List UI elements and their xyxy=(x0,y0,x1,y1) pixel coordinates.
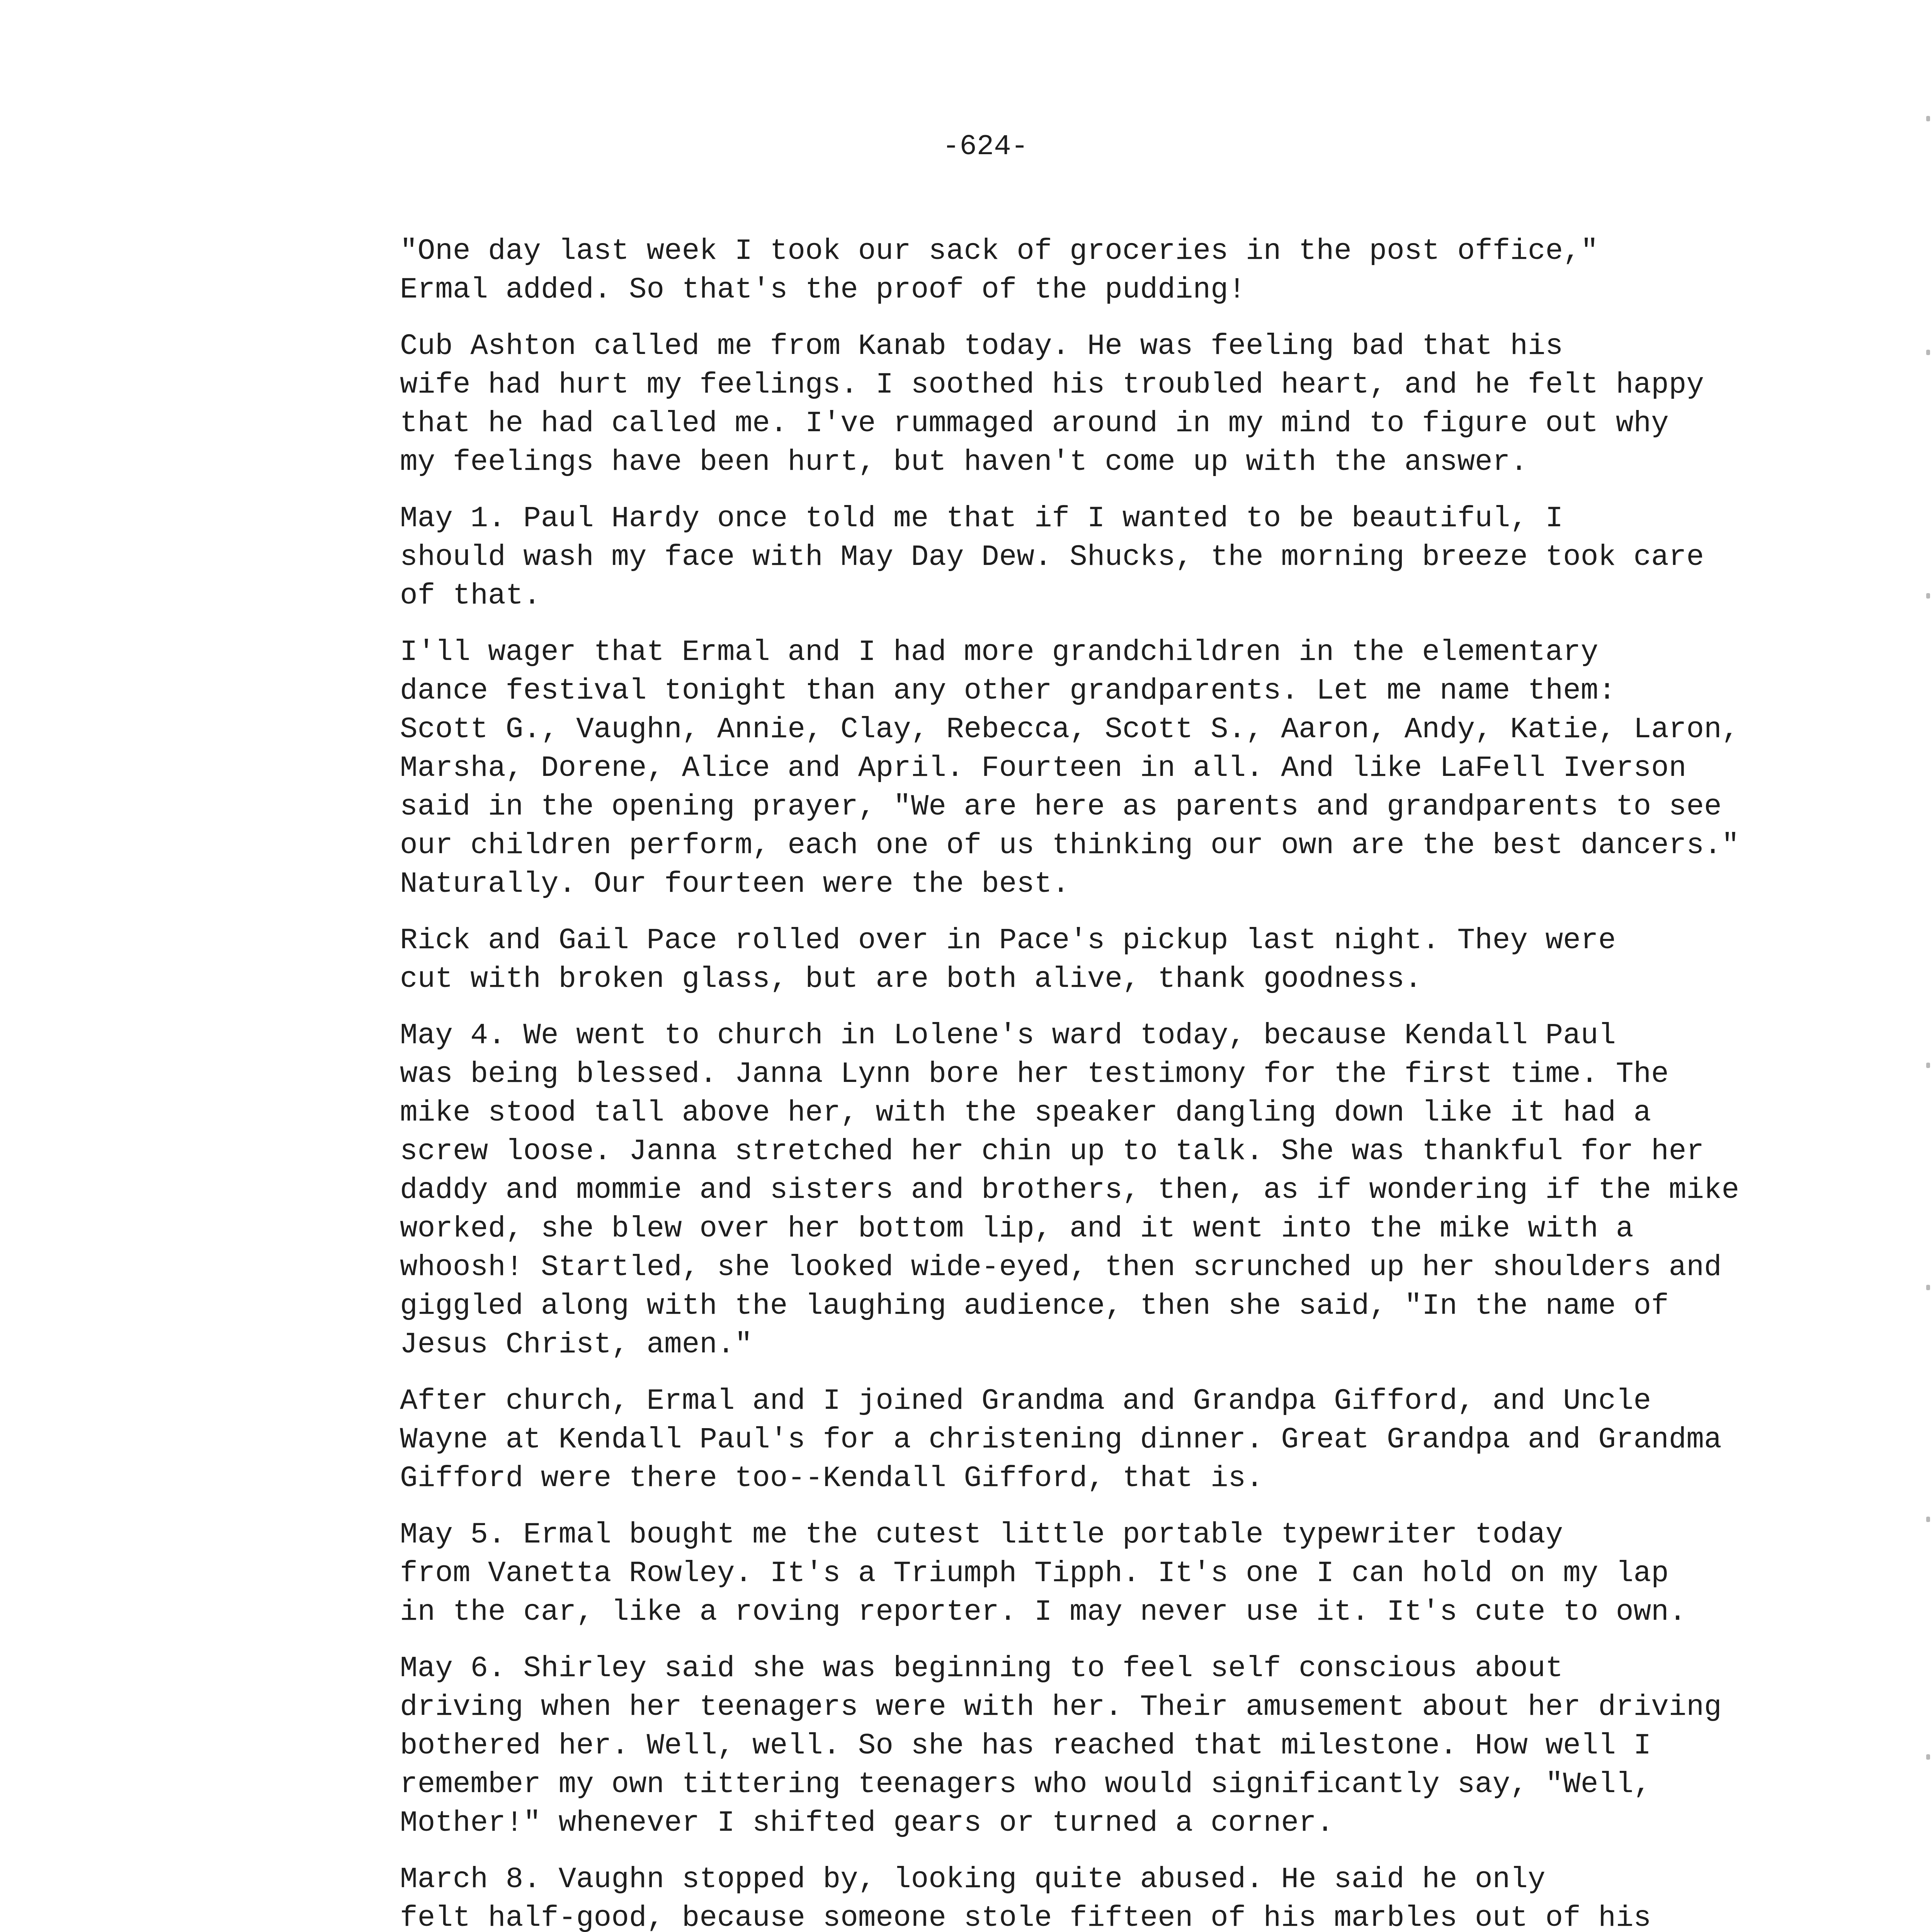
text-line: screw loose. Janna stretched her chin up to talk. She was thankful for her xyxy=(400,1135,1704,1168)
text-line: Naturally. Our fourteen were the best. xyxy=(400,867,1070,901)
text-line: Wayne at Kendall Paul's for a christening dinner. Great Grandpa and Grandma xyxy=(400,1423,1722,1456)
page-number: -624- xyxy=(942,131,1029,163)
paragraph-christening xyxy=(284,1382,1791,1498)
text-line: May 1. Paul Hardy once told me that if I wanted to be beautiful, I xyxy=(400,502,1563,535)
text-line: in the car, like a roving reporter. I may never use it. It's cute to own. xyxy=(400,1595,1687,1629)
text-line: cut with broken glass, but are both alive, thank goodness. xyxy=(400,963,1422,996)
text-line: May 6. Shirley said she was beginning to feel self conscious about xyxy=(400,1652,1563,1685)
text-line: felt half-good, because someone stole fifteen of his marbles out of his xyxy=(400,1901,1651,1932)
text-line: Gifford were there too--Kendall Gifford, that is. xyxy=(400,1462,1264,1495)
text-line: from Vanetta Rowley. It's a Triumph Tipph. It's one I can hold on my lap xyxy=(400,1557,1669,1590)
text-line: driving when her teenagers were with her. Their amusement about her driving xyxy=(400,1690,1722,1724)
text-line: our children perform, each one of us thinking our own are the best dancers." xyxy=(400,829,1740,862)
text-line: Marsha, Dorene, Alice and April. Fourteen in all. And like LaFell Iverson xyxy=(400,752,1687,785)
text-line: mike stood tall above her, with the speaker dangling down like it had a xyxy=(400,1096,1651,1129)
text-line: remember my own tittering teenagers who would significantly say, "Well, xyxy=(400,1768,1651,1801)
text-line: my feelings have been hurt, but haven't come up with the answer. xyxy=(400,446,1528,479)
text-line: giggled along with the laughing audience, then she said, "In the name of xyxy=(400,1289,1669,1323)
paragraph-dance-festival xyxy=(284,633,1791,903)
text-line: Rick and Gail Pace rolled over in Pace's pickup last night. They were xyxy=(400,924,1616,957)
text-line: dance festival tonight than any other grandparents. Let me name them: xyxy=(400,674,1616,707)
text-line: "One day last week I took our sack of groceries in the post office," xyxy=(400,235,1599,268)
paragraph-may-1 xyxy=(284,499,1791,615)
text-line: Scott G., Vaughn, Annie, Clay, Rebecca, Scott S., Aaron, Andy, Katie, Laron, xyxy=(400,713,1740,746)
text-line: was being blessed. Janna Lynn bore her testimony for the first time. The xyxy=(400,1058,1669,1091)
text-line: Jesus Christ, amen." xyxy=(400,1328,753,1361)
scan-speck xyxy=(1926,116,1930,121)
text-line: should wash my face with May Day Dew. Shucks, the morning breeze took care xyxy=(400,541,1704,574)
paragraph-cub-ashton xyxy=(284,327,1791,481)
text-line: bothered her. Well, well. So she has reached that milestone. How well I xyxy=(400,1729,1651,1762)
text-line: of that. xyxy=(400,579,541,612)
body-text xyxy=(284,232,1791,1932)
text-line: said in the opening prayer, "We are here as parents and grandparents to see xyxy=(400,790,1722,823)
text-line: worked, she blew over her bottom lip, and it went into the mike with a xyxy=(400,1212,1634,1245)
text-line: Mother!" whenever I shifted gears or turned a corner. xyxy=(400,1806,1334,1840)
text-line: Ermal added. So that's the proof of the pudding! xyxy=(400,273,1246,306)
paragraph-groceries xyxy=(284,232,1791,309)
scan-speck xyxy=(1926,593,1930,599)
text-line: whoosh! Startled, she looked wide-eyed, then scrunched up her shoulders and xyxy=(400,1251,1722,1284)
paragraph-may-6 xyxy=(284,1649,1791,1842)
text-line: May 4. We went to church in Lolene's ward today, because Kendall Paul xyxy=(400,1019,1616,1052)
text-line: I'll wager that Ermal and I had more grandchildren in the elementary xyxy=(400,636,1599,669)
paragraph-may-4 xyxy=(284,1016,1791,1364)
text-line: March 8. Vaughn stopped by, looking quite abused. He said he only xyxy=(400,1863,1546,1896)
text-line: daddy and mommie and sisters and brothers, then, as if wondering if the mike xyxy=(400,1173,1740,1207)
text-line: wife had hurt my feelings. I soothed his troubled heart, and he felt happy xyxy=(400,368,1704,401)
paragraph-march-8 xyxy=(284,1860,1791,1932)
scan-speck xyxy=(1926,350,1930,355)
text-line: After church, Ermal and I joined Grandma and Grandpa Gifford, and Uncle xyxy=(400,1384,1651,1418)
scan-speck xyxy=(1926,1517,1930,1522)
scan-speck xyxy=(1926,1063,1930,1068)
text-line: that he had called me. I've rummaged around in my mind to figure out why xyxy=(400,407,1669,440)
text-line: Cub Ashton called me from Kanab today. He was feeling bad that his xyxy=(400,330,1563,363)
paragraph-may-5 xyxy=(284,1515,1791,1631)
paragraph-pace-pickup xyxy=(284,921,1791,998)
scan-speck xyxy=(1926,1754,1930,1760)
text-line: May 5. Ermal bought me the cutest little portable typewriter today xyxy=(400,1518,1563,1551)
scan-speck xyxy=(1926,1285,1930,1290)
